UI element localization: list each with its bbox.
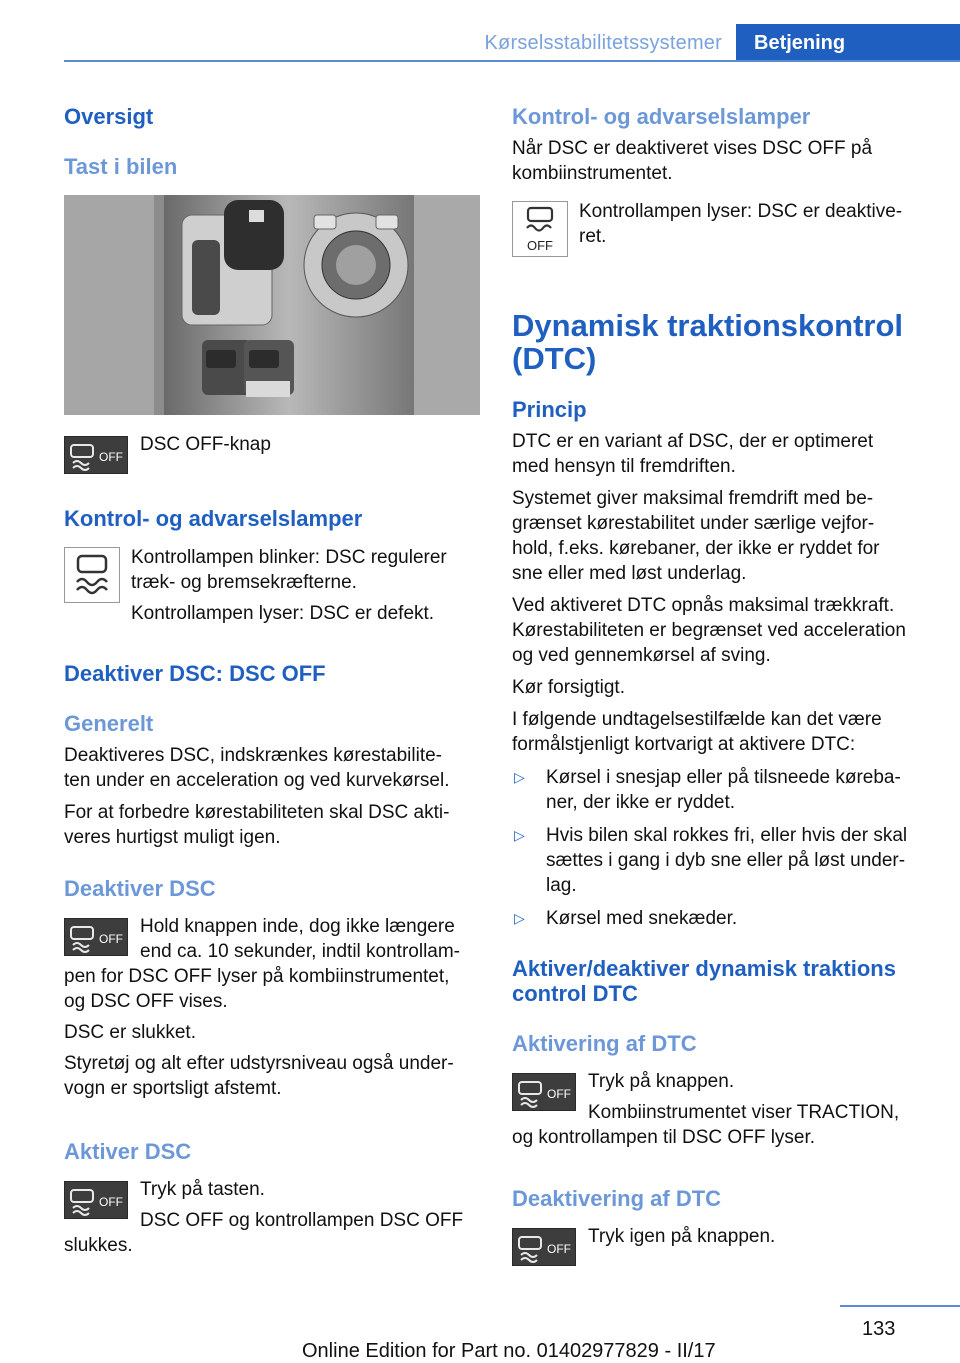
center-console-photo — [64, 195, 480, 415]
dsc-off-icon — [64, 1181, 128, 1219]
principle-text-1: DTC er en variant af DSC, der er optimeret — [512, 431, 874, 452]
console-illustration — [64, 195, 480, 415]
dsc-off-button-label: DSC OFF-knap — [140, 434, 271, 455]
deactivate-text-4: og DSC OFF vises. — [64, 991, 228, 1012]
svg-text:OFF: OFF — [99, 1195, 123, 1209]
principle-text-3: Systemet giver maksimal fremdrift med be- — [512, 488, 874, 509]
activate-text-2: DSC OFF og kontrollampen DSC OFF — [140, 1210, 464, 1231]
heading-toggle-dtc-line-1: Aktiver/deaktiver dynamisk traktions — [512, 956, 896, 981]
warning-text-1: Kontrollampen blinker: DSC regulerer — [131, 547, 447, 568]
heading-dtc-line-1: Dynamisk traktionskontrol — [512, 308, 904, 343]
header-rule — [64, 60, 960, 62]
deactivate-text-1: Hold knappen inde, dog ikke længere — [140, 916, 455, 937]
activation-text-3: og kontrollampen til DSC OFF lyser. — [512, 1127, 816, 1148]
heading-principle: Princip — [512, 397, 587, 422]
svg-text:OFF: OFF — [547, 1087, 571, 1101]
principle-text-11: I følgende undtagelsestilfælde kan det være — [512, 709, 882, 730]
deactivate-text-3: pen for DSC OFF lyser på kombiinstrumentet, — [64, 966, 450, 987]
svg-text:OFF: OFF — [99, 450, 123, 464]
dsc-off-warning-icon — [512, 201, 568, 257]
heading-toggle-dtc-line-2: control DTC — [512, 981, 638, 1006]
svg-text:OFF: OFF — [99, 932, 123, 946]
principle-text-5: hold, f.eks. kørebaner, der ikke er ryddet for — [512, 538, 880, 559]
activate-text-3: slukkes. — [64, 1235, 133, 1256]
principle-text-6: sne eller med løst underlag. — [512, 563, 747, 584]
heading-warning-lights-left: Kontrol- og advarselslamper — [64, 506, 363, 531]
dsc-off-icon — [512, 1228, 576, 1266]
principle-text-9: og ved gennemkørsel af sving. — [512, 645, 771, 666]
bullet-marker-icon: ▷ — [514, 910, 525, 926]
heading-activation-dtc: Aktivering af DTC — [512, 1031, 697, 1056]
heading-overview: Oversigt — [64, 104, 154, 129]
principle-text-10: Kør forsigtigt. — [512, 677, 625, 698]
bullet-marker-icon: ▷ — [514, 827, 525, 843]
bullet-1-line-2: ner, der ikke er ryddet. — [546, 792, 736, 813]
heading-button-in-car: Tast i bilen — [64, 154, 178, 179]
page-number: 133 — [862, 1318, 896, 1340]
footer-edition: Online Edition for Part no. 01402977829 - II/17 — [302, 1340, 716, 1362]
principle-text-2: med hensyn til fremdriften. — [512, 456, 736, 477]
general-text-2: ten under en acceleration og ved kurvekørsel. — [64, 770, 450, 791]
bullet-2-line-2: sættes i gang i dyb sne eller på løst under- — [546, 850, 906, 871]
principle-text-7: Ved aktiveret DTC opnås maksimal trækkraft. — [512, 595, 895, 616]
deactivate-text-2: end ca. 10 sekunder, indtil kontrollam- — [140, 941, 461, 962]
dsc-warning-icon — [64, 547, 120, 603]
heading-dtc-line-2: (DTC) — [512, 341, 597, 376]
footer-rule — [840, 1305, 960, 1307]
warning-lights-text-4: ret. — [579, 226, 607, 247]
heading-activate-dsc: Aktiver DSC — [64, 1139, 192, 1164]
heading-deactivation-dtc: Deaktivering af DTC — [512, 1186, 722, 1211]
principle-text-4: grænset kørestabilitet under særlige vejfor- — [512, 513, 875, 534]
dsc-off-icon — [64, 918, 128, 956]
general-text-4: veres hurtigst muligt igen. — [64, 827, 281, 848]
bullet-2-line-3: lag. — [546, 875, 577, 896]
dsc-off-icon — [512, 1073, 576, 1111]
bullet-marker-icon: ▷ — [514, 769, 525, 785]
activation-text-1: Tryk på knappen. — [588, 1071, 735, 1092]
dsc-off-icon — [64, 436, 128, 474]
warning-lights-text-1: Når DSC er deaktiveret vises DSC OFF på — [512, 138, 873, 159]
deactivate-text-6: Styretøj og alt efter udstyrsniveau også under- — [64, 1053, 454, 1074]
general-text-1: Deaktiveres DSC, indskrænkes kørestabilite- — [64, 745, 443, 766]
svg-text:OFF: OFF — [547, 1242, 571, 1256]
header-tab: Betjening — [736, 24, 960, 62]
heading-deactivate-dsc: Deaktiver DSC — [64, 876, 216, 901]
bullet-1-line-1: Kørsel i snesjap eller på tilsneede køreba- — [546, 767, 901, 788]
activation-text-2: Kombiinstrumentet viser TRACTION, — [588, 1102, 900, 1123]
bullet-3: Kørsel med snekæder. — [546, 908, 738, 929]
heading-general: Generelt — [64, 711, 154, 736]
page-header — [0, 24, 960, 62]
general-text-3: For at forbedre kørestabiliteten skal DSC akti- — [64, 802, 450, 823]
warning-text-3: Kontrollampen lyser: DSC er defekt. — [131, 603, 435, 624]
warning-lights-text-2: kombiinstrumentet. — [512, 163, 673, 184]
heading-warning-lights-right: Kontrol- og advarselslamper — [512, 104, 811, 129]
bullet-2-line-1: Hvis bilen skal rokkes fri, eller hvis der skal — [546, 825, 908, 846]
header-section-title: Kørselsstabilitetssystemer — [484, 32, 722, 54]
deactivate-text-5: DSC er slukket. — [64, 1022, 196, 1043]
deactivation-text-1: Tryk igen på knappen. — [588, 1226, 776, 1247]
deactivate-text-7: vogn er sportsligt afstemt. — [64, 1078, 282, 1099]
activate-text-1: Tryk på tasten. — [140, 1179, 265, 1200]
svg-text:OFF: OFF — [527, 238, 553, 253]
heading-deactivate-dsc-off: Deaktiver DSC: DSC OFF — [64, 661, 326, 686]
principle-text-8: Kørestabiliteten er begrænset ved acceleration — [512, 620, 906, 641]
warning-lights-text-3: Kontrollampen lyser: DSC er deaktive- — [579, 201, 903, 222]
warning-text-2: træk- og bremsekræfterne. — [131, 572, 357, 593]
principle-text-12: formålstjenligt kortvarigt at aktivere DTC: — [512, 734, 856, 755]
